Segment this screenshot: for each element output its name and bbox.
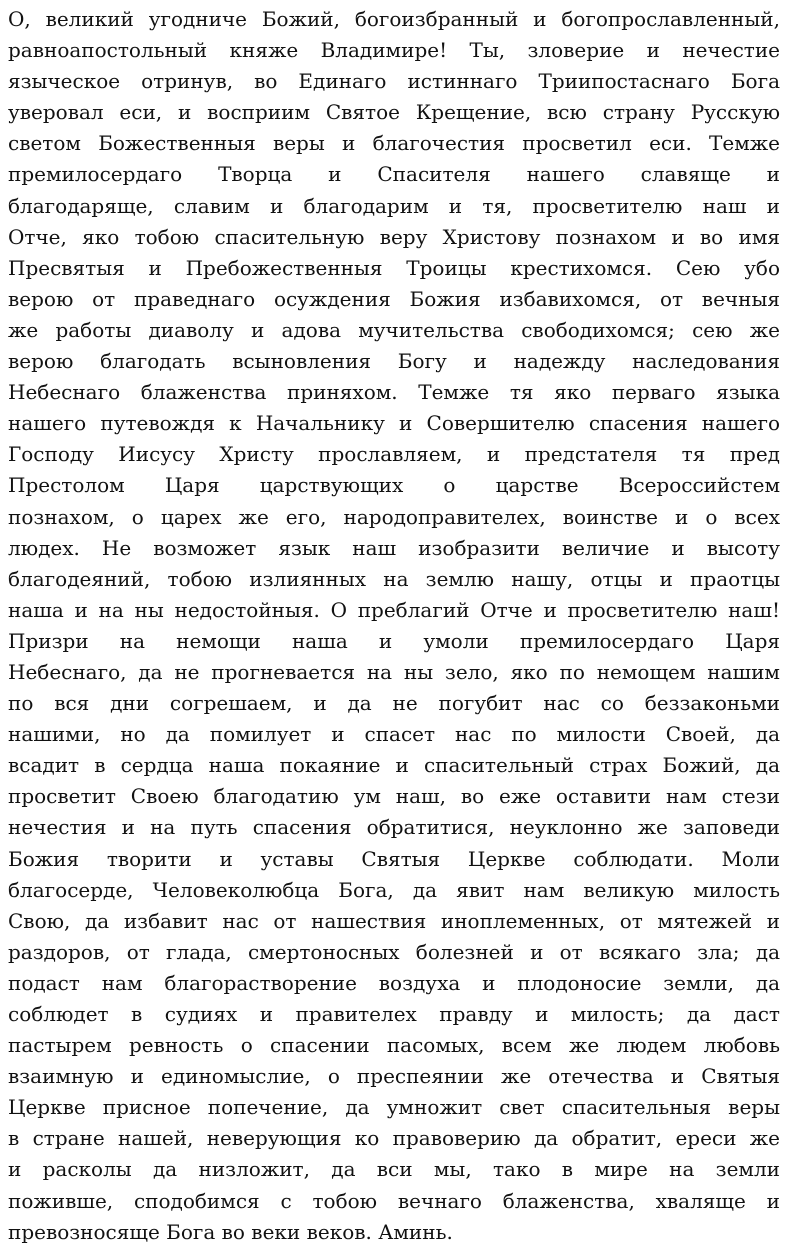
text-line-27: нечестия и на путь спасения обратитися, неуклонно же заповеди — [8, 815, 780, 840]
text-line-19: благодеяний, тобою излиянных на землю нашу, отцы и праотцы — [8, 566, 780, 591]
text-line-34: пастырем ревность о спасении пасомых, всем же людем любовь — [8, 1033, 780, 1058]
text-line-23: по вся дни согрешаем, и да не погубит нас со беззаконьми — [8, 691, 780, 716]
text-line-20: наша и на ны недостойныя. О преблагий Отче и просветителю наш! — [8, 597, 780, 622]
text-line-26: просветит Своею благодатию ум наш, во еже оставити нам стези — [8, 784, 780, 809]
text-line-9: Пресвятыя и Пребожественныя Троицы крестихомся. Сею убо — [8, 255, 780, 280]
text-line-15: Господу Иисусу Христу прославляем, и предстателя тя пред — [8, 442, 780, 467]
text-line-33: соблюдет в судиях и правителех правду и милость; да даст — [8, 1002, 780, 1026]
text-line-40: превозносяще Бога во веки веков. Аминь. — [8, 1219, 453, 1244]
text-line-30: Свою, да избавит нас от нашествия иноплеменных, от мятежей и — [8, 908, 780, 933]
text-line-16: Престолом Царя царствующих о царстве Всероссийстем — [8, 473, 780, 498]
text-line-37: в стране нашей, неверующия ко правоверию да обратит, ереси же — [8, 1126, 780, 1151]
text-line-2: равноапостольный княже Владимире! Ты, зловерие и нечестие — [8, 38, 780, 63]
text-line-7: благодаряще, славим и благодарим и тя, просветителю наш и — [8, 193, 780, 218]
text-line-38: и расколы да низложит, да вси мы, тако в мире на земли — [8, 1157, 780, 1182]
text-line-14: нашего путевождя к Начальнику и Совершителю спасения нашего — [8, 411, 780, 436]
text-line-21: Призри на немощи наша и умоли премилосердаго Царя — [8, 628, 780, 653]
text-line-18: людех. Не возможет язык наш изобразити величие и высоту — [8, 535, 780, 560]
text-line-6: премилосердаго Творца и Спасителя нашего славяще и — [8, 162, 780, 187]
text-line-36: Церкве присное попечение, да умножит свет спасительныя веры — [8, 1095, 780, 1120]
text-line-31: раздоров, от глада, смертоносных болезней и от всякаго зла; да — [8, 939, 780, 964]
text-line-24: нашими, но да помилует и спасет нас по милости Своей, да — [8, 722, 780, 747]
text-line-28: Божия творити и уставы Святыя Церкве соблюдати. Моли — [8, 846, 780, 871]
text-line-25: всадит в сердца наша покаяние и спасительный страх Божий, да — [8, 753, 780, 778]
prayer-text — [8, 4, 780, 1248]
text-line-35: взаимную и единомыслие, о преспеянии же отечества и Святыя — [8, 1064, 780, 1089]
text-line-17: познахом, о царех же его, народоправителех, воинстве и о всех — [8, 504, 780, 529]
text-line-3: языческое отринув, во Единаго истиннаго Триипостаснаго Бога — [8, 69, 780, 94]
text-line-1: О, великий угодниче Божий, богоизбранный и богопрославленный, — [8, 7, 780, 31]
text-line-22: Небеснаго, да не прогневается на ны зело, яко по немощем нашим — [8, 659, 780, 684]
text-line-11: же работы диаволу и адова мучительства свободихомся; сею же — [8, 317, 780, 342]
text-line-12: верою благодать всыновления Богу и надежду наследования — [8, 349, 780, 374]
text-line-4: уверовал еси, и восприим Святое Крещение, всю страну Русскую — [8, 100, 780, 125]
text-line-5: светом Божественныя веры и благочестия просветил еси. Темже — [8, 131, 780, 156]
text-line-8: Отче, яко тобою спасительную веру Христову познахом и во имя — [8, 224, 780, 249]
text-line-29: благосерде, Человеколюбца Бога, да явит нам великую милость — [8, 877, 780, 902]
text-line-13: Небеснаго блаженства приняхом. Темже тя яко перваго языка — [8, 380, 780, 405]
text-line-32: подаст нам благорастворение воздуха и плодоносие земли, да — [8, 970, 780, 995]
text-line-10: верою от праведнаго осуждения Божия избавихомся, от вечныя — [8, 286, 780, 311]
text-line-39: поживше, сподобимся с тобою вечнаго блаженства, хваляще и — [8, 1188, 780, 1213]
